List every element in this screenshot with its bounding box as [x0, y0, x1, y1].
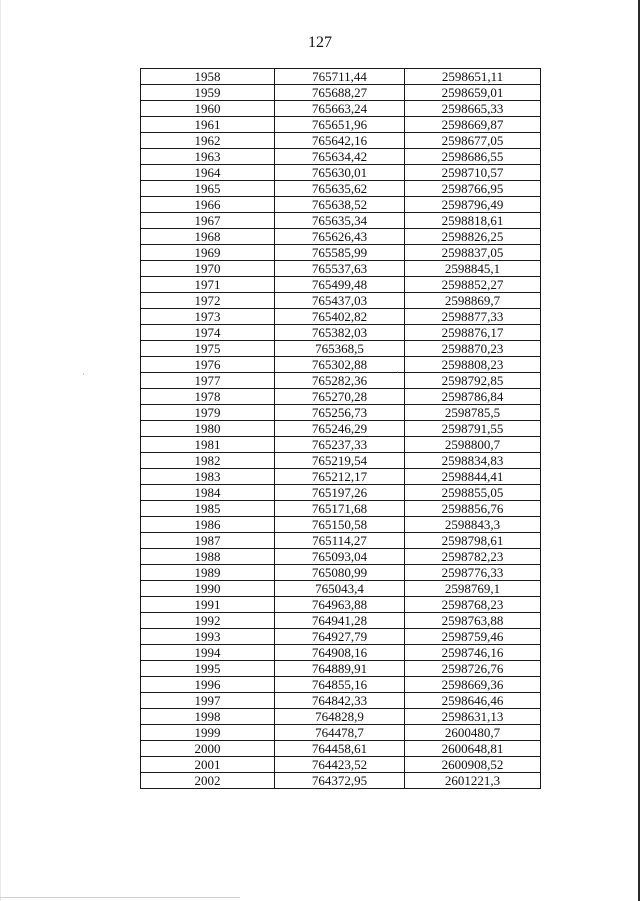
- y-coordinate-cell: 2598776,33: [405, 565, 541, 581]
- y-coordinate-cell: 2598763,88: [405, 613, 541, 629]
- y-coordinate-cell: 2598786,84: [405, 389, 541, 405]
- x-coordinate-cell: 765368,5: [275, 341, 405, 357]
- table-row: [141, 517, 541, 533]
- page-number: 127: [308, 34, 332, 51]
- table-row: [141, 357, 541, 373]
- table-row: [141, 661, 541, 677]
- y-coordinate-cell: 2598877,33: [405, 309, 541, 325]
- x-coordinate-cell: 765237,33: [275, 437, 405, 453]
- x-coordinate-cell: 765638,52: [275, 197, 405, 213]
- x-coordinate-cell: 764478,7: [275, 725, 405, 741]
- x-coordinate-cell: 764372,95: [275, 773, 405, 789]
- table-row: [141, 549, 541, 565]
- x-coordinate-cell: 765093,04: [275, 549, 405, 565]
- table-row: [141, 581, 541, 597]
- table-row: [141, 709, 541, 725]
- x-coordinate-cell: 764423,52: [275, 757, 405, 773]
- table-row: [141, 165, 541, 181]
- y-coordinate-cell: 2598800,7: [405, 437, 541, 453]
- year-cell: 1984: [141, 485, 275, 501]
- x-coordinate-cell: 764889,91: [275, 661, 405, 677]
- y-coordinate-cell: 2598726,76: [405, 661, 541, 677]
- year-cell: 1975: [141, 341, 275, 357]
- year-cell: 1959: [141, 85, 275, 101]
- table-row: [141, 501, 541, 517]
- x-coordinate-cell: 764908,16: [275, 645, 405, 661]
- y-coordinate-cell: 2598798,61: [405, 533, 541, 549]
- x-coordinate-cell: 765635,62: [275, 181, 405, 197]
- year-cell: 1981: [141, 437, 275, 453]
- table-row: [141, 485, 541, 501]
- x-coordinate-cell: 765663,24: [275, 101, 405, 117]
- year-cell: 1961: [141, 117, 275, 133]
- year-cell: 1980: [141, 421, 275, 437]
- scan-speck: ˙: [82, 372, 85, 382]
- table-row: [141, 437, 541, 453]
- scan-bottom-edge: [0, 897, 240, 898]
- year-cell: 1999: [141, 725, 275, 741]
- year-cell: 1969: [141, 245, 275, 261]
- x-coordinate-cell: 765080,99: [275, 565, 405, 581]
- table-row: [141, 421, 541, 437]
- x-coordinate-cell: 765382,03: [275, 325, 405, 341]
- year-cell: 1985: [141, 501, 275, 517]
- x-coordinate-cell: 765642,16: [275, 133, 405, 149]
- year-cell: 1964: [141, 165, 275, 181]
- year-cell: 1989: [141, 565, 275, 581]
- y-coordinate-cell: 2598818,61: [405, 213, 541, 229]
- table-row: [141, 597, 541, 613]
- x-coordinate-cell: 765171,68: [275, 501, 405, 517]
- table-row: [141, 565, 541, 581]
- year-cell: 1998: [141, 709, 275, 725]
- x-coordinate-cell: 765150,58: [275, 517, 405, 533]
- year-cell: 1997: [141, 693, 275, 709]
- table-row: [141, 229, 541, 245]
- year-cell: 2000: [141, 741, 275, 757]
- x-coordinate-cell: 765634,42: [275, 149, 405, 165]
- year-cell: 1988: [141, 549, 275, 565]
- x-coordinate-cell: 765256,73: [275, 405, 405, 421]
- x-coordinate-cell: 765437,03: [275, 293, 405, 309]
- y-coordinate-cell: 2598769,1: [405, 581, 541, 597]
- year-cell: 1996: [141, 677, 275, 693]
- year-cell: 1992: [141, 613, 275, 629]
- table-row: [141, 693, 541, 709]
- x-coordinate-cell: 764941,28: [275, 613, 405, 629]
- x-coordinate-cell: 765270,28: [275, 389, 405, 405]
- year-cell: 1978: [141, 389, 275, 405]
- table-row: [141, 149, 541, 165]
- x-coordinate-cell: 765114,27: [275, 533, 405, 549]
- x-coordinate-cell: 765219,54: [275, 453, 405, 469]
- table-row: [141, 677, 541, 693]
- table-row: [141, 101, 541, 117]
- y-coordinate-cell: 2598669,36: [405, 677, 541, 693]
- year-cell: 1983: [141, 469, 275, 485]
- coordinates-table-body: [141, 69, 541, 789]
- year-cell: 1994: [141, 645, 275, 661]
- y-coordinate-cell: 2598791,55: [405, 421, 541, 437]
- table-row: [141, 69, 541, 85]
- y-coordinate-cell: 2598870,23: [405, 341, 541, 357]
- x-coordinate-cell: 765635,34: [275, 213, 405, 229]
- table-row: [141, 645, 541, 661]
- y-coordinate-cell: 2598710,57: [405, 165, 541, 181]
- y-coordinate-cell: 2598768,23: [405, 597, 541, 613]
- x-coordinate-cell: 765585,99: [275, 245, 405, 261]
- table-row: [141, 469, 541, 485]
- y-coordinate-cell: 2598686,55: [405, 149, 541, 165]
- x-coordinate-cell: 765282,36: [275, 373, 405, 389]
- year-cell: 1971: [141, 277, 275, 293]
- y-coordinate-cell: 2598869,7: [405, 293, 541, 309]
- y-coordinate-cell: 2598677,05: [405, 133, 541, 149]
- year-cell: 1991: [141, 597, 275, 613]
- x-coordinate-cell: 765499,48: [275, 277, 405, 293]
- x-coordinate-cell: 765246,29: [275, 421, 405, 437]
- x-coordinate-cell: 765302,88: [275, 357, 405, 373]
- year-cell: 1965: [141, 181, 275, 197]
- year-cell: 2001: [141, 757, 275, 773]
- table-row: [141, 453, 541, 469]
- y-coordinate-cell: 2600480,7: [405, 725, 541, 741]
- y-coordinate-cell: 2598843,3: [405, 517, 541, 533]
- x-coordinate-cell: 765197,26: [275, 485, 405, 501]
- x-coordinate-cell: 764458,61: [275, 741, 405, 757]
- year-cell: 1970: [141, 261, 275, 277]
- y-coordinate-cell: 2598782,23: [405, 549, 541, 565]
- y-coordinate-cell: 2598785,5: [405, 405, 541, 421]
- year-cell: 1990: [141, 581, 275, 597]
- table-row: [141, 117, 541, 133]
- year-cell: 1982: [141, 453, 275, 469]
- x-coordinate-cell: 764842,33: [275, 693, 405, 709]
- table-row: [141, 741, 541, 757]
- y-coordinate-cell: 2598746,16: [405, 645, 541, 661]
- year-cell: 1962: [141, 133, 275, 149]
- y-coordinate-cell: 2600648,81: [405, 741, 541, 757]
- table-row: [141, 181, 541, 197]
- table-row: [141, 325, 541, 341]
- y-coordinate-cell: 2598792,85: [405, 373, 541, 389]
- table-row: [141, 405, 541, 421]
- y-coordinate-cell: 2598796,49: [405, 197, 541, 213]
- y-coordinate-cell: 2598646,46: [405, 693, 541, 709]
- x-coordinate-cell: 764963,88: [275, 597, 405, 613]
- table-row: [141, 197, 541, 213]
- y-coordinate-cell: 2601221,3: [405, 773, 541, 789]
- table-row: [141, 133, 541, 149]
- year-cell: 1972: [141, 293, 275, 309]
- year-cell: 1963: [141, 149, 275, 165]
- y-coordinate-cell: 2598855,05: [405, 485, 541, 501]
- table-row: [141, 261, 541, 277]
- x-coordinate-cell: 765688,27: [275, 85, 405, 101]
- table-row: [141, 613, 541, 629]
- x-coordinate-cell: 765212,17: [275, 469, 405, 485]
- table-row: [141, 389, 541, 405]
- y-coordinate-cell: 2598876,17: [405, 325, 541, 341]
- year-cell: 1974: [141, 325, 275, 341]
- y-coordinate-cell: 2598669,87: [405, 117, 541, 133]
- year-cell: 1993: [141, 629, 275, 645]
- y-coordinate-cell: 2598826,25: [405, 229, 541, 245]
- year-cell: 1967: [141, 213, 275, 229]
- year-cell: 1958: [141, 69, 275, 85]
- x-coordinate-cell: 765711,44: [275, 69, 405, 85]
- y-coordinate-cell: 2598766,95: [405, 181, 541, 197]
- y-coordinate-cell: 2598852,27: [405, 277, 541, 293]
- year-cell: 1960: [141, 101, 275, 117]
- table-row: [141, 373, 541, 389]
- year-cell: 1973: [141, 309, 275, 325]
- table-row: [141, 725, 541, 741]
- y-coordinate-cell: 2598844,41: [405, 469, 541, 485]
- y-coordinate-cell: 2598856,76: [405, 501, 541, 517]
- year-cell: 1968: [141, 229, 275, 245]
- scan-speck: ˙: [396, 370, 399, 380]
- year-cell: 1979: [141, 405, 275, 421]
- y-coordinate-cell: 2598631,13: [405, 709, 541, 725]
- x-coordinate-cell: 764828,9: [275, 709, 405, 725]
- table-row: [141, 293, 541, 309]
- year-cell: 1986: [141, 517, 275, 533]
- table-row: [141, 773, 541, 789]
- x-coordinate-cell: 765651,96: [275, 117, 405, 133]
- x-coordinate-cell: 765537,63: [275, 261, 405, 277]
- x-coordinate-cell: 764855,16: [275, 677, 405, 693]
- table-row: [141, 757, 541, 773]
- year-cell: 1977: [141, 373, 275, 389]
- table-row: [141, 341, 541, 357]
- year-cell: 1966: [141, 197, 275, 213]
- y-coordinate-cell: 2598651,11: [405, 69, 541, 85]
- year-cell: 1987: [141, 533, 275, 549]
- table-row: [141, 533, 541, 549]
- coordinates-table: [140, 68, 541, 789]
- y-coordinate-cell: 2598808,23: [405, 357, 541, 373]
- table-row: [141, 213, 541, 229]
- y-coordinate-cell: 2598845,1: [405, 261, 541, 277]
- table-row: [141, 85, 541, 101]
- year-cell: 1995: [141, 661, 275, 677]
- y-coordinate-cell: 2598837,05: [405, 245, 541, 261]
- y-coordinate-cell: 2598659,01: [405, 85, 541, 101]
- x-coordinate-cell: 765630,01: [275, 165, 405, 181]
- y-coordinate-cell: 2598759,46: [405, 629, 541, 645]
- page-left-edge: [0, 0, 1, 901]
- x-coordinate-cell: 765626,43: [275, 229, 405, 245]
- table-row: [141, 245, 541, 261]
- x-coordinate-cell: 765402,82: [275, 309, 405, 325]
- year-cell: 2002: [141, 773, 275, 789]
- table-row: [141, 309, 541, 325]
- x-coordinate-cell: 765043,4: [275, 581, 405, 597]
- x-coordinate-cell: 764927,79: [275, 629, 405, 645]
- y-coordinate-cell: 2600908,52: [405, 757, 541, 773]
- y-coordinate-cell: 2598834,83: [405, 453, 541, 469]
- table-row: [141, 277, 541, 293]
- year-cell: 1976: [141, 357, 275, 373]
- y-coordinate-cell: 2598665,33: [405, 101, 541, 117]
- table-row: [141, 629, 541, 645]
